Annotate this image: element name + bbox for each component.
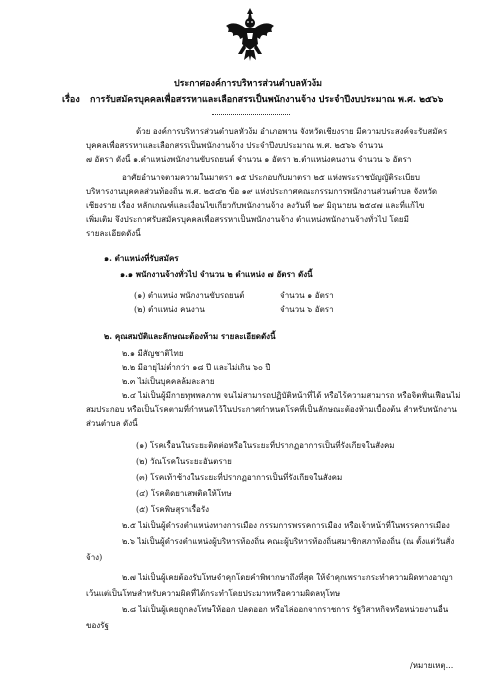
authority-line: อาศัยอำนาจตามความในมาตรา ๑๕ ประกอบกับมาตรา ๒๕ แห่งพระราชบัญญัติระเบียบ xyxy=(122,173,420,182)
qualification-item-cont: ส่วนตำบล ดังนี้ xyxy=(86,419,138,428)
position-count: จำนวน ๖ อัตรา xyxy=(280,305,334,314)
subject-text: การรับสมัครบุคคลเพื่อสรรหาและเลือกสรรเป็นพนักงานจ้าง ประจำปีงบประมาณ พ.ศ. ๒๕๖๖ xyxy=(90,95,444,105)
position-label: (๑) ตำแหน่ง พนักงานขับรถยนต์ xyxy=(134,291,245,300)
disease-item: (๕) โรคพิษสุราเรื้อรัง xyxy=(136,505,210,514)
qualification-item: ๒.๔ ไม่เป็นผู้มีกายทุพพลภาพ จนไม่สามารถปฏิบัติหน้าที่ได้ หรือไร้ความสามารถ หรือจิตฟั่นเฟือนไม่ xyxy=(122,391,461,400)
qualification-item-cont: จ้าง) xyxy=(86,553,103,562)
qualification-item: ๒.๕ ไม่เป็นผู้ดำรงตำแหน่งทางการเมือง กรรมการพรรคการเมือง หรือเจ้าหน้าที่ในพรรคการเมือง xyxy=(122,521,450,530)
qualification-item-cont: ของรัฐ xyxy=(86,621,109,630)
continued-marker: /หมายเหตุ... xyxy=(410,661,454,670)
authority-line: เชียงราย เรื่อง หลักเกณฑ์และเงื่อนไขเกี่ยวกับพนักงานจ้าง ลงวันที่ ๒๙ มิถุนายน ๒๕๔๗ และที่แก้ไข xyxy=(86,201,425,210)
qualification-item-cont: เว้นแต่เป็นโทษสำหรับความผิดที่ได้กระทำโดยประมาทหรือความผิดลหุโทษ xyxy=(86,589,341,598)
intro-line: ๗ อัตรา ดังนี้ ๑.ตำแหน่งพนักงานขับรถยนต์ จำนวน ๑ อัตรา ๒.ตำแหน่งคนงาน จำนวน ๖ อัตรา xyxy=(86,155,412,164)
announcement-title: ประกาศองค์การบริหารส่วนตำบลหัวง้ม xyxy=(173,79,323,89)
qualification-item: ๒.๒ มีอายุไม่ต่ำกว่า ๑๘ ปี และไม่เกิน ๖๐ ปี xyxy=(122,363,271,372)
section1-sub: ๑.๑ พนักงานจ้างทั่วไป จำนวน ๒ ตำแหน่ง ๗ อัตรา ดังนี้ xyxy=(120,269,313,279)
position-label: (๒) ตำแหน่ง คนงาน xyxy=(134,305,205,314)
section2-heading: ๒. คุณสมบัติและลักษณะต้องห้าม รายละเอียดดังนี้ xyxy=(104,331,276,341)
qualification-item: ๒.๑ มีสัญชาติไทย xyxy=(122,349,184,358)
intro-line: ด้วย องค์การบริหารส่วนตำบลหัวง้ม อำเภอพาน จังหวัดเชียงราย มีความประสงค์จะรับสมัคร xyxy=(136,127,448,136)
intro-line: บุคคลเพื่อสรรหาและเลือกสรรเป็นพนักงานจ้าง ประจำปีงบประมาณ พ.ศ. ๒๕๖๖ จำนวน xyxy=(86,141,384,150)
disease-item: (๒) วัณโรคในระยะอันตราย xyxy=(136,457,232,466)
authority-line: บริหารงานบุคคลส่วนท้องถิ่น พ.ศ. ๒๕๔๒ ข้อ ๑๙ แห่งประกาศคณะกรรมการพนักงานส่วนตำบล จังหวัด xyxy=(86,187,438,196)
disease-item: (๓) โรคเท้าช้างในระยะที่ปรากฏอาการเป็นที่รังเกียจในสังคม xyxy=(136,473,343,482)
garuda-emblem-icon xyxy=(224,6,276,62)
position-count: จำนวน ๑ อัตรา xyxy=(280,291,334,300)
qualification-item: ๒.๗ ไม่เป็นผู้เคยต้องรับโทษจำคุกโดยคำพิพากษาถึงที่สุด ให้จำคุกเพราะกระทำความผิดทางอาญา xyxy=(122,573,453,582)
qualification-item: ๒.๓ ไม่เป็นบุคคลล้มละลาย xyxy=(122,377,215,386)
title-divider xyxy=(212,114,290,115)
subject-label: เรื่อง xyxy=(62,95,80,105)
authority-line: เพิ่มเติม จึงประกาศรับสมัครบุคคลเพื่อสรรหาเป็นพนักงานจ้าง ตำแหน่งพนักงานจ้างทั่วไป โดยมี xyxy=(86,215,409,224)
authority-line: รายละเอียดดังนี้ xyxy=(86,229,141,238)
qualification-item: ๒.๘ ไม่เป็นผู้เคยถูกลงโทษให้ออก ปลดออก หรือไล่ออกจากราชการ รัฐวิสาหกิจหรือหน่วยงานอื่น xyxy=(122,605,449,614)
section1-heading: ๑. ตำแหน่งที่รับสมัคร xyxy=(104,253,179,263)
disease-item: (๑) โรคเรื้อนในระยะติดต่อหรือในระยะที่ปรากฏอาการเป็นที่รังเกียจในสังคม xyxy=(136,441,395,450)
disease-item: (๔) โรคติดยาเสพติดให้โทษ xyxy=(136,489,232,498)
qualification-item: ๒.๖ ไม่เป็นผู้ดำรงตำแหน่งผู้บริหารท้องถิ่น คณะผู้บริหารท้องถิ่นสมาชิกสภาท้องถิ่น (ณ ตั้งแต่วันสั่ง xyxy=(122,537,455,546)
qualification-item-cont: สมประกอบ หรือเป็นโรคตามที่กำหนดไว้ในประกาศกำหนดโรคที่เป็นลักษณะต้องห้ามเบื้องต้น สำหรับพนักงาน xyxy=(86,405,457,414)
